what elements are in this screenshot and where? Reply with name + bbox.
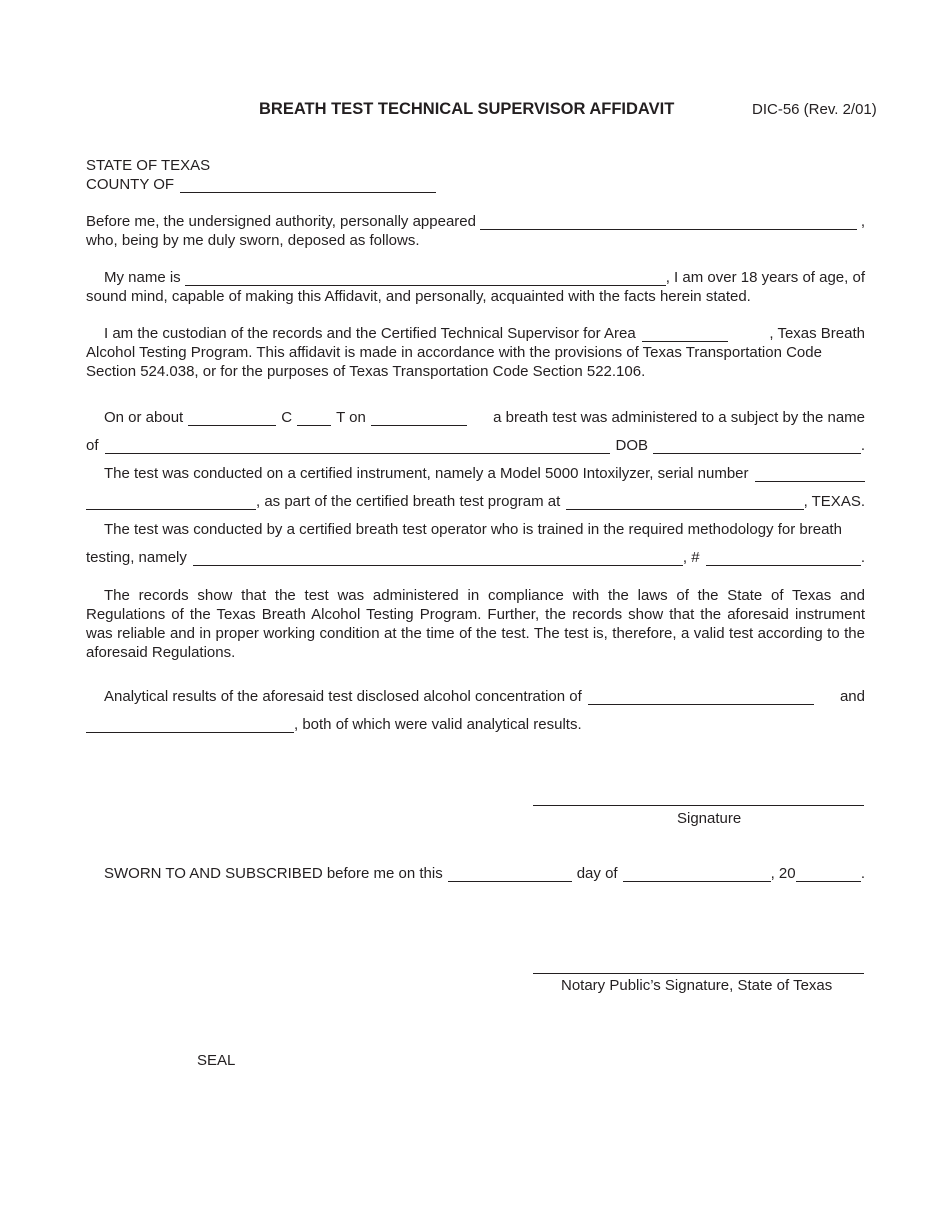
- serial-number-field-cont[interactable]: [86, 495, 256, 510]
- form-title: BREATH TEST TECHNICAL SUPERVISOR AFFIDAVIT: [259, 100, 675, 118]
- notary-signature-line[interactable]: [533, 973, 864, 974]
- test-date-field[interactable]: [188, 411, 276, 426]
- program-line: [86, 493, 865, 510]
- custodian-line: [104, 325, 865, 342]
- area-field[interactable]: [642, 327, 728, 342]
- custodian-line-3: Section 524.038, or for the purposes of Texas Transportation Code Section 522.106.: [86, 363, 646, 380]
- day-of-text: day of: [576, 865, 618, 882]
- county-line: [86, 176, 436, 193]
- affiant-appeared-field[interactable]: [480, 215, 857, 230]
- testing-namely-text: testing, namely: [86, 549, 187, 566]
- subject-name-field[interactable]: [105, 439, 610, 454]
- program-location-field[interactable]: [566, 495, 803, 510]
- sworn-period: .: [860, 865, 865, 882]
- dob-field[interactable]: [653, 439, 861, 454]
- name-text: My name is: [104, 269, 181, 286]
- sworn-month-field[interactable]: [623, 867, 771, 882]
- signature-line[interactable]: [533, 805, 864, 806]
- custodian-text: I am the custodian of the records and the Certified Technical Supervisor for Area: [104, 325, 636, 342]
- operator-period: .: [860, 549, 865, 566]
- records-paragraph: The records show that the test was administered in compliance with the laws of the State of Texas and Regulations of the Texas Breath Alcohol Testing Program. Further, the records show that the aforesaid instrument was reliable and in proper working condition at the time of the test. The test is, therefore, a valid test according to the aforesaid Regulations.: [86, 587, 865, 661]
- results-text: Analytical results of the aforesaid test disclosed alcohol concentration of: [104, 688, 582, 705]
- concentration-2-field[interactable]: [86, 718, 294, 733]
- of-text: of: [86, 437, 99, 454]
- subject-line: [86, 437, 865, 454]
- c-text: C: [281, 409, 293, 426]
- signature-label: Signature: [677, 810, 742, 827]
- intro-line: [86, 213, 865, 230]
- sworn-day-field[interactable]: [448, 867, 572, 882]
- test-date-line: [104, 409, 865, 426]
- texas-breath-text: , Texas Breath: [769, 325, 865, 342]
- subject-text: a breath test was administered to a subject by the name: [493, 409, 865, 426]
- results-and-text: and: [839, 688, 865, 705]
- affiant-name-field[interactable]: [185, 271, 666, 286]
- operator-hash-text: , #: [682, 549, 700, 566]
- instrument-line: [104, 465, 865, 482]
- dob-period: .: [860, 437, 865, 454]
- form-code: DIC-56 (Rev. 2/01): [752, 101, 877, 118]
- t-on-text: T on: [336, 409, 366, 426]
- sworn-year-field[interactable]: [796, 867, 861, 882]
- intro-text: Before me, the undersigned authority, personally appeared: [86, 213, 476, 230]
- results-line: [104, 688, 865, 705]
- intro-comma: ,: [860, 213, 865, 230]
- county-label: COUNTY OF: [86, 176, 175, 193]
- county-field[interactable]: [180, 178, 436, 193]
- on-or-about-text: On or about: [104, 409, 184, 426]
- dob-text: DOB: [615, 437, 649, 454]
- sworn-line: [104, 865, 865, 882]
- operator-line: The test was conducted by a certified breath test operator who is trained in the required methodology for breath: [104, 521, 842, 538]
- operator-number-field[interactable]: [706, 551, 861, 566]
- sworn-text: SWORN TO AND SUBSCRIBED before me on this: [104, 865, 443, 882]
- name-line: [104, 269, 865, 286]
- notary-label: Notary Public’s Signature, State of Texas: [561, 977, 833, 994]
- name-age-text: , I am over 18 years of age, of: [665, 269, 865, 286]
- operator-name-field[interactable]: [193, 551, 683, 566]
- c-field[interactable]: [297, 411, 331, 426]
- instrument-text: The test was conducted on a certified instrument, namely a Model 5000 Intoxilyzer, serial number: [104, 465, 749, 482]
- results-line-2: [86, 716, 582, 733]
- serial-number-field[interactable]: [755, 467, 866, 482]
- results-valid-text: , both of which were valid analytical results.: [294, 716, 582, 733]
- operator-name-line: [86, 549, 865, 566]
- seal-label: SEAL: [197, 1052, 236, 1069]
- custodian-line-2: Alcohol Testing Program. This affidavit is made in accordance with the provisions of Texas Transportation Code: [86, 344, 822, 361]
- concentration-1-field[interactable]: [588, 690, 814, 705]
- t-field[interactable]: [371, 411, 467, 426]
- name-line-2: sound mind, capable of making this Affidavit, and personally, acquainted with the facts herein stated.: [86, 288, 751, 305]
- part-of-text: , as part of the certified breath test program at: [256, 493, 561, 510]
- texas-text: , TEXAS.: [803, 493, 865, 510]
- state-label: STATE OF TEXAS: [86, 157, 211, 174]
- year-prefix-text: , 20: [770, 865, 796, 882]
- intro-line-2: who, being by me duly sworn, deposed as follows.: [86, 232, 420, 249]
